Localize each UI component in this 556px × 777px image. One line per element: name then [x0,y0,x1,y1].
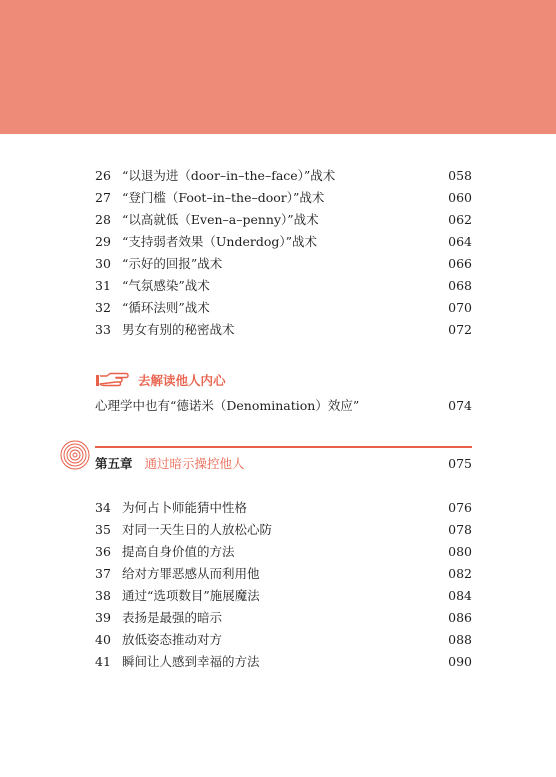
section-label: 去解读他人内心 [138,373,226,388]
toc-entry[interactable] [95,276,472,296]
chapter-number: 第五章 [95,456,133,471]
chapter-heading[interactable] [95,452,472,474]
toc-entry[interactable] [95,586,472,606]
entry-title: 对同一天生日的人放松心防 [122,522,273,537]
entry-number: 30 [95,256,111,271]
entry-number: 31 [95,278,111,293]
header-band [0,0,556,134]
entry-number: 33 [95,322,111,337]
entry-title: 心理学中也有“德诺米（Denomination）效应” [95,398,360,413]
entry-title: “以高就低（Even–a–penny）”战术 [122,212,319,227]
entry-number: 27 [95,190,111,205]
toc-entry[interactable] [95,520,472,540]
entry-page: 058 [448,168,472,183]
entry-title: 表扬是最强的暗示 [122,610,223,625]
entry-title: “示好的回报”战术 [122,256,223,271]
toc-entry[interactable] [95,608,472,628]
entry-page: 064 [448,234,472,249]
entry-page: 084 [448,588,472,603]
spiral-icon [60,440,90,470]
entry-page: 086 [448,610,472,625]
entry-title: 给对方罪恶感从而利用他 [122,566,260,581]
chapter-page: 075 [448,455,472,471]
entry-title: 提高自身价值的方法 [122,544,235,559]
entry-page: 076 [448,500,472,515]
toc-entry[interactable] [95,396,472,416]
entry-number: 37 [95,566,111,581]
entry-title: 瞬间让人感到幸福的方法 [122,654,260,669]
chapter-title: 通过暗示操控他人 [144,456,245,471]
toc-entry[interactable] [95,498,472,518]
entry-page: 062 [448,212,472,227]
entry-page: 066 [448,256,472,271]
entry-page: 088 [448,632,472,647]
chapter-divider [95,446,472,448]
pointing-hand-icon [95,372,129,388]
toc-entry[interactable] [95,542,472,562]
entry-title: “登门槛（Foot–in–the–door）”战术 [122,190,325,205]
entry-number: 38 [95,588,111,603]
entry-page: 072 [448,322,472,337]
entry-number: 36 [95,544,111,559]
entry-title: “以退为进（door–in–the–face）”战术 [122,168,336,183]
entry-title: “气氛感染”战术 [122,278,210,293]
toc-entry[interactable] [95,320,472,340]
toc-entry[interactable] [95,564,472,584]
entry-title: 通过“选项数目”施展魔法 [122,588,260,603]
entry-page: 070 [448,300,472,315]
entry-number: 40 [95,632,111,647]
entry-page: 082 [448,566,472,581]
entry-page: 090 [448,654,472,669]
entry-title: 放低姿态推动对方 [122,632,223,647]
entry-page: 074 [448,398,472,413]
toc-entry[interactable] [95,298,472,318]
entry-number: 34 [95,500,111,515]
toc-entry[interactable] [95,232,472,252]
entry-page: 078 [448,522,472,537]
entry-title: “支持弱者效果（Underdog）”战术 [122,234,318,249]
entry-title: 男女有别的秘密战术 [122,322,235,337]
toc-entry[interactable] [95,254,472,274]
toc-entry[interactable] [95,210,472,230]
toc-entry[interactable] [95,652,472,672]
entry-page: 060 [448,190,472,205]
toc-entry[interactable] [95,188,472,208]
entry-title: “循环法则”战术 [122,300,210,315]
entry-number: 28 [95,212,111,227]
entry-page: 080 [448,544,472,559]
entry-number: 41 [95,654,111,669]
entry-number: 32 [95,300,111,315]
entry-title: 为何占卜师能猜中性格 [122,500,248,515]
entry-page: 068 [448,278,472,293]
toc-entry[interactable] [95,630,472,650]
toc-entry[interactable] [95,166,472,186]
entry-number: 35 [95,522,111,537]
section-heading [95,370,226,390]
entry-number: 26 [95,168,111,183]
entry-number: 29 [95,234,111,249]
entry-number: 39 [95,610,111,625]
